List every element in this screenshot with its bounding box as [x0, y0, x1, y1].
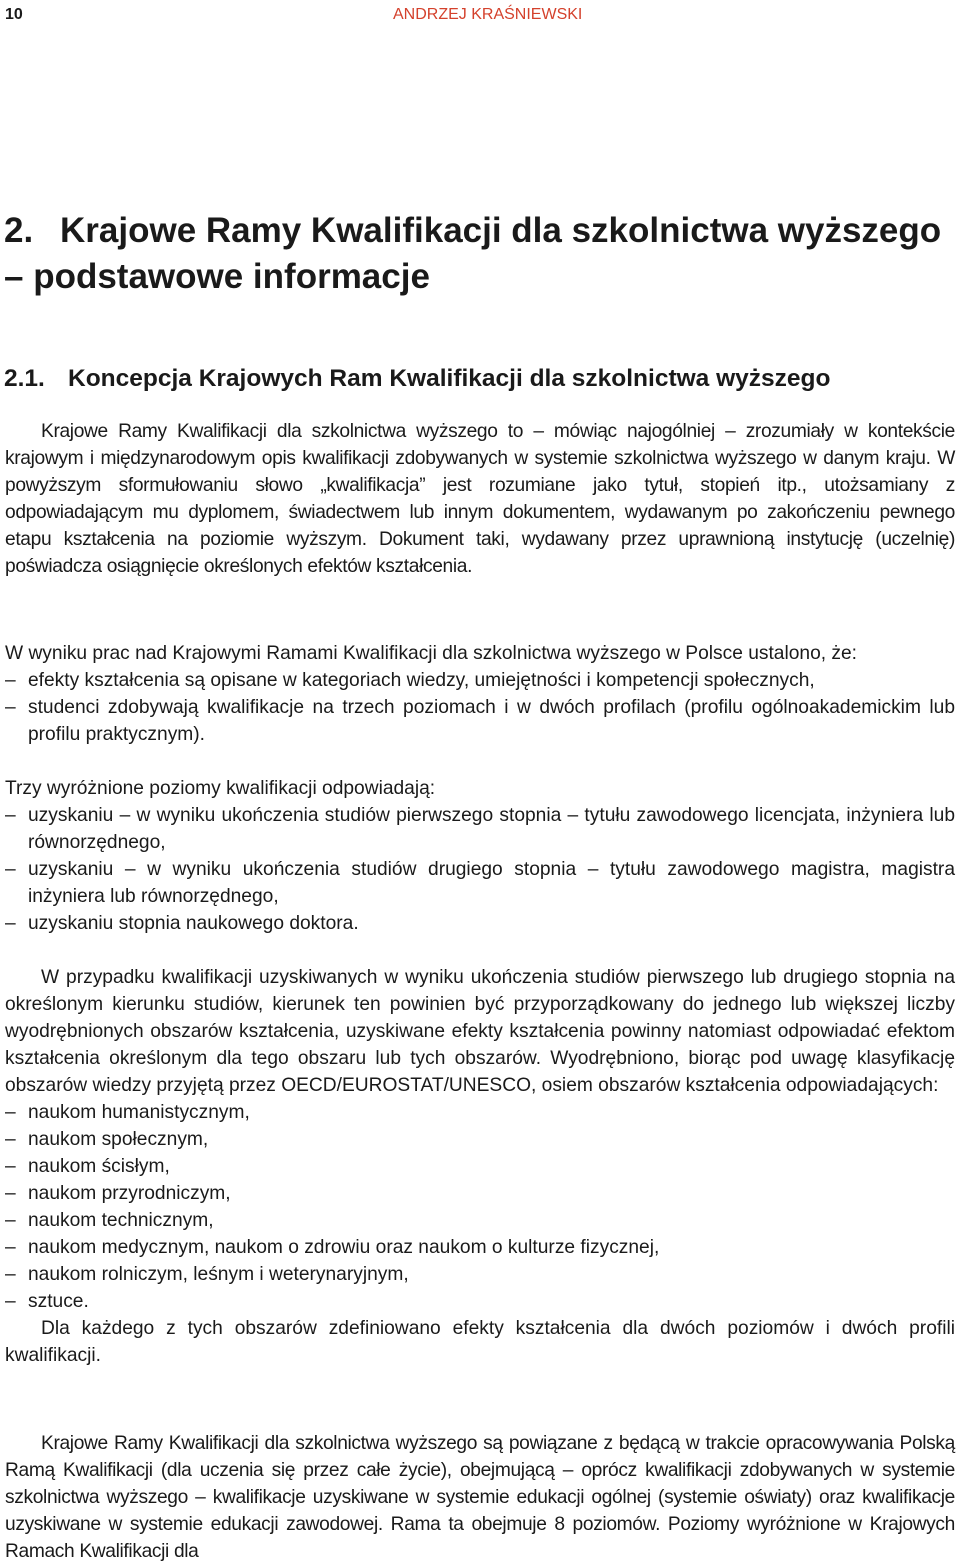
- chapter-number: 2.: [4, 211, 34, 250]
- paragraph-5: [5, 1430, 955, 1564]
- section-number: 2.1.: [4, 365, 45, 392]
- paragraph-4-list: [5, 1099, 955, 1315]
- paragraph-3: [5, 775, 955, 937]
- list-item: – naukom technicznym,: [5, 1207, 955, 1234]
- list-item: – naukom medycznym, naukom o zdrowiu oraz naukom o kulturze fizycznej,: [5, 1234, 955, 1261]
- list-item: – naukom humanistycznym,: [5, 1099, 955, 1126]
- list-item: – naukom przyrodniczym,: [5, 1180, 955, 1207]
- page-header: [5, 4, 950, 28]
- paragraph-2-list: [5, 667, 955, 748]
- list-item: – naukom rolniczym, leśnym i weterynaryjnym,: [5, 1261, 955, 1288]
- list-item: – sztuce.: [5, 1288, 955, 1315]
- paragraph-4: [5, 964, 955, 1369]
- paragraph-5-text: Krajowe Ramy Kwalifikacji dla szkolnictwa wyższego są powiązane z będącą w trakcie opracowywania Polską Ramą Kwalifikacji (dla uczenia się przez całe życie), obejmującą – oprócz kwalifikacji zdobywanych w systemie szkolnictwa wyższego – kwalifikacje uzyskiwane w systemie edukacji ogólnej (systemie oświaty) oraz kwalifikacje uzyskiwane w systemie edukacji zawodowej. Rama ta obejmuje 8 poziomów. Poziomy wyróżnione w Krajowych Ramach Kwalifikacji dla: [5, 1433, 955, 1562]
- paragraph-3-intro: Trzy wyróżnione poziomy kwalifikacji odpowiadają:: [5, 778, 436, 799]
- paragraph-2: [5, 640, 955, 748]
- section-title-text: Koncepcja Krajowych Ram Kwalifikacji dla szkolnictwa wyższego: [68, 365, 831, 392]
- list-item: – naukom społecznym,: [5, 1126, 955, 1153]
- paragraph-4-closing: Dla każdego z tych obszarów zdefiniowano efekty kształcenia dla dwóch poziomów i dwóch profili kwalifikacji.: [5, 1318, 955, 1366]
- paragraph-2-intro: W wyniku prac nad Krajowymi Ramami Kwalifikacji dla szkolnictwa wyższego w Polsce ustalono, że:: [5, 643, 858, 664]
- list-item: – naukom ścisłym,: [5, 1153, 955, 1180]
- chapter-title-line2: – podstawowe informacje: [4, 257, 430, 296]
- paragraph-1: [5, 418, 955, 580]
- chapter-title-line1: Krajowe Ramy Kwalifikacji dla szkolnictwa wyższego: [60, 211, 942, 250]
- page-number: 10: [5, 6, 23, 23]
- chapter-title: [0, 208, 960, 300]
- section-title: [4, 363, 954, 395]
- paragraph-4-text: W przypadku kwalifikacji uzyskiwanych w wyniku ukończenia studiów pierwszego lub drugiego stopnia na określonym kierunku studiów, kierunek ten powinien być przyporządkowany do jednego lub większej liczby wyodrębnionych obszarów kształcenia, uzyskiwane efekty kształcenia powinny natomiast odpowiadać efektom kształcenia określonym dla tego obszaru lub tych obszarów. Wyodrębniono, biorąc pod uwagę klasyfikację obszarów wiedzy przyjętą przez OECD/EUROSTAT/UNESCO, osiem obszarów kształcenia odpowiadających:: [5, 967, 955, 1096]
- list-item: – studenci zdobywają kwalifikacje na trzech poziomach i w dwóch profilach (profilu ogólnoakademickim lub profilu praktycznym).: [5, 694, 955, 748]
- paragraph-1-text: Krajowe Ramy Kwalifikacji dla szkolnictwa wyższego to – mówiąc najogólniej – zrozumiały w kontekście krajowym i międzynarodowym opis kwalifikacji zdobywanych w systemie szkolnictwa wyższego w danym kraju. W powyższym sformułowaniu słowo „kwalifikacja” jest rozumiane jako tytuł, stopień itp., utożsamiany z odpowiadającym mu dyplomem, świadectwem lub innym dokumentem, wydawanym po zakończeniu pewnego etapu kształcenia na poziomie wyższym. Dokument taki, wydawany przez uprawnioną instytucję (uczelnię) poświadcza osiągnięcie określonych efektów kształcenia.: [5, 421, 955, 577]
- running-head: ANDRZEJ KRAŚNIEWSKI: [393, 6, 583, 23]
- list-item: – efekty kształcenia są opisane w kategoriach wiedzy, umiejętności i kompetencji społecznych,: [5, 667, 955, 694]
- list-item: – uzyskaniu stopnia naukowego doktora.: [5, 910, 955, 937]
- list-item: – uzyskaniu – w wyniku ukończenia studiów pierwszego stopnia – tytułu zawodowego licencjata, inżyniera lub równorzędnego,: [5, 802, 955, 856]
- paragraph-3-list: [5, 802, 955, 937]
- list-item: – uzyskaniu – w wyniku ukończenia studiów drugiego stopnia – tytułu zawodowego magistra, magistra inżyniera lub równorzędnego,: [5, 856, 955, 910]
